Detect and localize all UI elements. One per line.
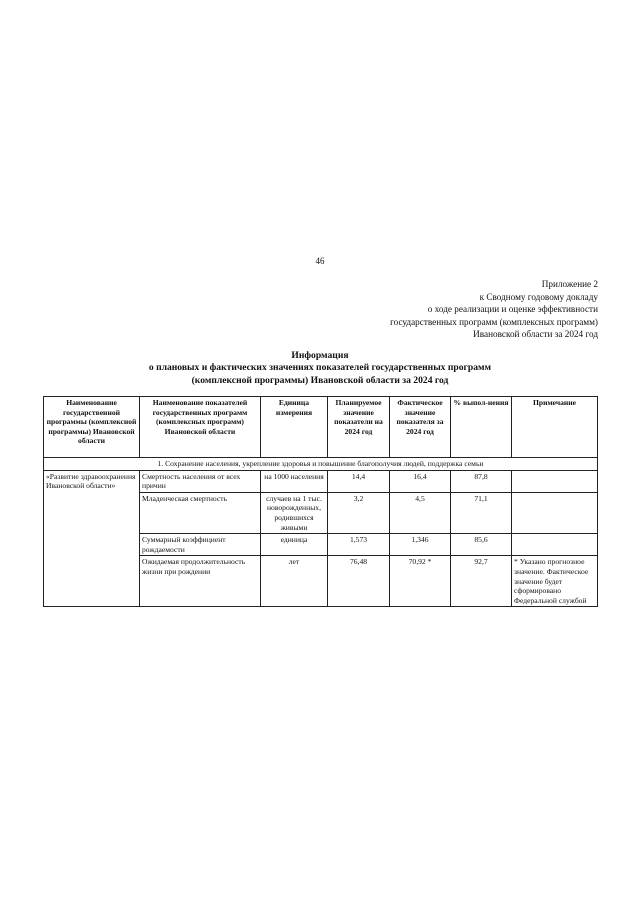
indicator-name: Смертность населения от всех причин bbox=[140, 470, 261, 492]
actual-cell: 1,346 bbox=[390, 534, 451, 556]
appendix-line: к Сводному годовому докладу bbox=[479, 291, 598, 302]
note-cell bbox=[512, 492, 598, 533]
indicator-name: Суммарный коэффициент рождаемости bbox=[140, 534, 261, 556]
note-cell bbox=[512, 534, 598, 556]
percent-cell: 87,8 bbox=[451, 470, 512, 492]
planned-cell: 1,573 bbox=[328, 534, 390, 556]
unit-cell: единица bbox=[261, 534, 328, 556]
table-row bbox=[44, 470, 598, 492]
header-percent: % выпол-нения bbox=[451, 397, 512, 458]
section-title: 1. Сохранение населения, укрепление здоровья и повышение благополучия людей, поддержка семьи bbox=[44, 458, 598, 471]
note-cell bbox=[512, 470, 598, 492]
indicator-name: Ожидаемая продолжительность жизни при рождении bbox=[140, 556, 261, 607]
unit-cell: лет bbox=[261, 556, 328, 607]
document-title bbox=[0, 350, 640, 387]
title-line: (комплексной программы) Ивановской области за 2024 год bbox=[191, 374, 449, 386]
planned-cell: 76,48 bbox=[328, 556, 390, 607]
percent-cell: 92,7 bbox=[451, 556, 512, 607]
unit-cell: на 1000 населения bbox=[261, 470, 328, 492]
header-program: Наименование государственной программы (комплексной программы) Ивановской области bbox=[44, 397, 140, 458]
page-number: 46 bbox=[315, 256, 325, 266]
title-line: о плановых и фактических значениях показателей государственных программ bbox=[148, 362, 492, 374]
header-actual: Фактическое значение показателя за 2024 год bbox=[390, 397, 451, 458]
planned-cell: 3,2 bbox=[328, 492, 390, 533]
actual-cell: 4,5 bbox=[390, 492, 451, 533]
planned-cell: 14,4 bbox=[328, 470, 390, 492]
actual-cell: 70,92 * bbox=[390, 556, 451, 607]
appendix-line: Ивановской области за 2024 год bbox=[473, 329, 598, 340]
appendix-line: о ходе реализации и оценке эффективности bbox=[427, 304, 598, 315]
indicator-name: Младенческая смертность bbox=[140, 492, 261, 533]
indicators-table bbox=[43, 396, 598, 607]
unit-cell: случаев на 1 тыс. новорожденных, родившихся живыми bbox=[261, 492, 328, 533]
table-header-row bbox=[44, 397, 598, 458]
header-note: Примечание bbox=[512, 397, 598, 458]
appendix-header bbox=[278, 278, 598, 341]
header-planned: Планируемое значение показатели на 2024 год bbox=[328, 397, 390, 458]
note-cell: * Указано прогнозное значение. Фактическое значение будет сформировано Федеральной службой bbox=[512, 556, 598, 607]
appendix-line: государственных программ (комплексных программ) bbox=[390, 316, 598, 327]
appendix-line: Приложение 2 bbox=[541, 279, 598, 289]
header-unit: Единица измерения bbox=[261, 397, 328, 458]
program-name: «Развитие здравоохранения Ивановской области» bbox=[44, 470, 140, 607]
section-row bbox=[44, 458, 598, 471]
header-indicator: Наименование показателей государственных программ (комплексных программ) Ивановской области bbox=[140, 397, 261, 458]
actual-cell: 16,4 bbox=[390, 470, 451, 492]
percent-cell: 85,6 bbox=[451, 534, 512, 556]
percent-cell: 71,1 bbox=[451, 492, 512, 533]
title-line: Информация bbox=[291, 350, 349, 361]
